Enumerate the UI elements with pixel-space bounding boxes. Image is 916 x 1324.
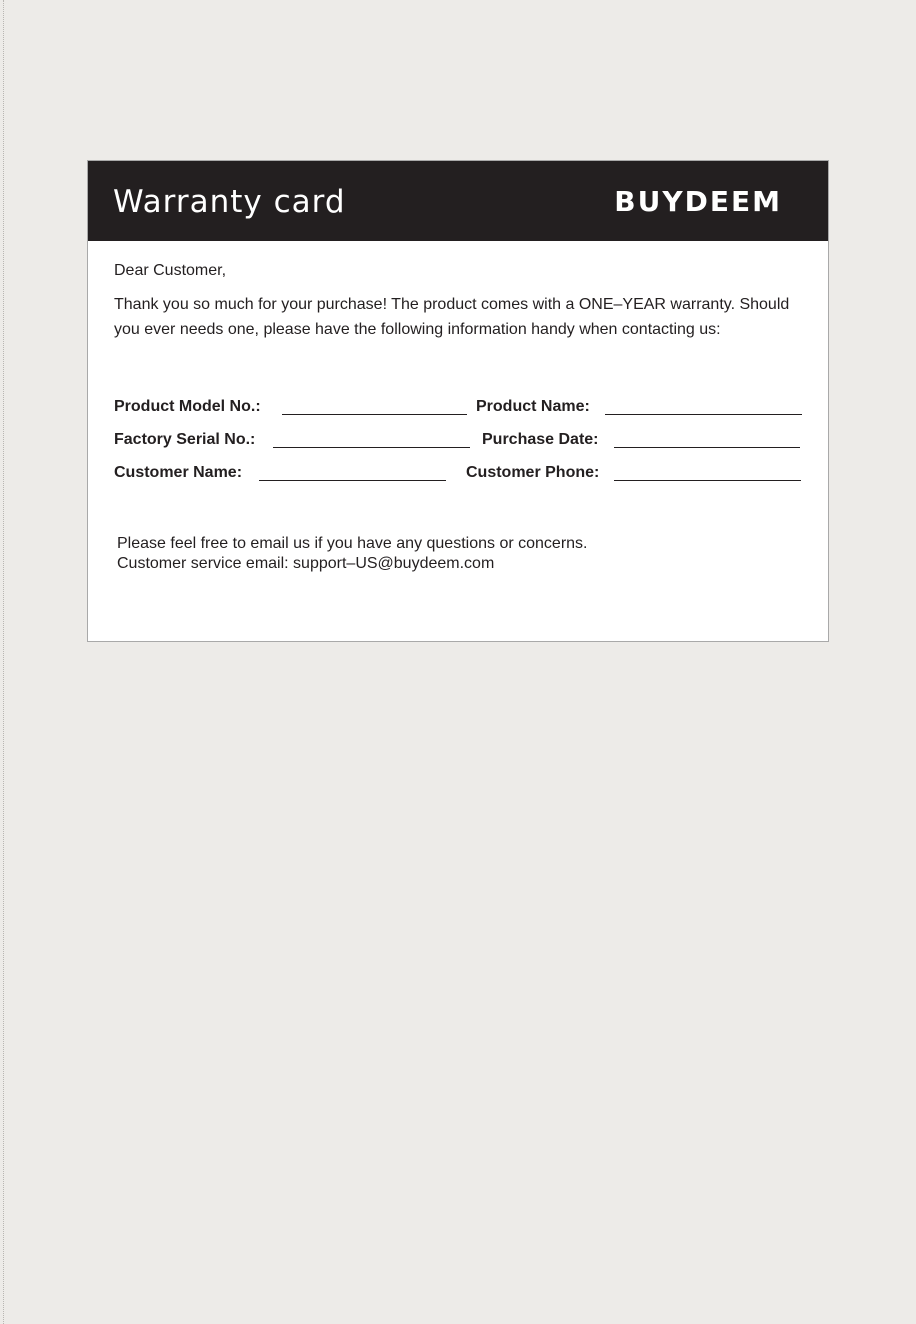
purchase-date-field[interactable] [614, 447, 800, 448]
contact-line: Please feel free to email us if you have any questions or concerns. [117, 535, 588, 552]
page-edge-marker [3, 0, 4, 1324]
card-title: Warranty card [113, 184, 346, 220]
product-model-field[interactable] [282, 414, 467, 415]
purchase-date-label: Purchase Date: [482, 431, 599, 448]
factory-serial-label: Factory Serial No.: [114, 431, 256, 448]
support-email: Customer service email: support–US@buydeem.com [117, 555, 495, 572]
product-name-field[interactable] [605, 414, 802, 415]
customer-phone-label: Customer Phone: [466, 464, 600, 481]
card-header [88, 161, 828, 241]
product-model-label: Product Model No.: [114, 398, 261, 415]
intro-paragraph: Thank you so much for your purchase! The product comes with a ONE–YEAR warranty. Should you ever needs one, please have the following information handy when contacting us: [114, 296, 790, 338]
greeting: Dear Customer, [114, 262, 227, 279]
factory-serial-field[interactable] [273, 447, 470, 448]
customer-name-label: Customer Name: [114, 464, 243, 481]
contact-info [117, 534, 587, 574]
product-name-label: Product Name: [476, 398, 590, 415]
customer-name-field[interactable] [259, 480, 446, 481]
brand-logo: BUYDEEM [614, 185, 782, 218]
warranty-card [87, 160, 829, 642]
customer-phone-field[interactable] [614, 480, 801, 481]
